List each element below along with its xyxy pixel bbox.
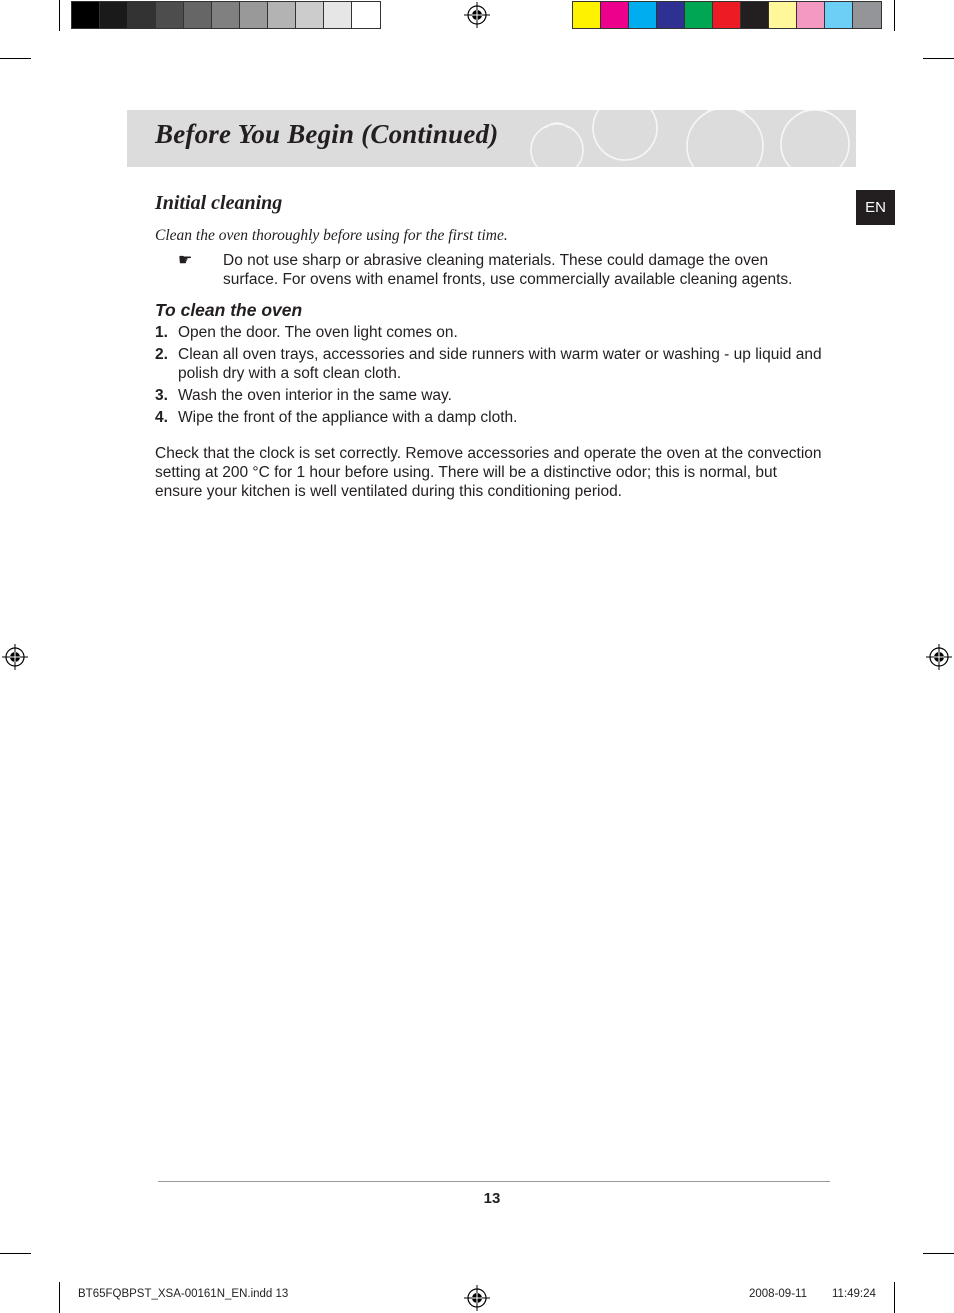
step-number: 3. [155, 387, 168, 404]
color-swatch [629, 2, 657, 28]
section-heading: Initial cleaning [155, 192, 283, 214]
step-text: Wipe the front of the appliance with a damp cloth. [178, 409, 518, 426]
process-color-bar [572, 1, 882, 29]
step-number: 4. [155, 409, 168, 426]
color-swatch [100, 2, 128, 28]
registration-mark-icon [464, 2, 490, 28]
crop-mark [0, 1253, 31, 1254]
slug-date: 2008-09-11 [749, 1288, 807, 1300]
list-item [155, 386, 825, 405]
color-swatch [825, 2, 853, 28]
crop-mark [0, 58, 31, 59]
step-number: 2. [155, 346, 168, 363]
color-swatch [769, 2, 797, 28]
grayscale-color-bar [71, 1, 381, 29]
list-item [155, 323, 825, 342]
procedure-heading: To clean the oven [155, 300, 303, 320]
step-text: Open the door. The oven light comes on. [178, 324, 458, 341]
closing-paragraph: Check that the clock is set correctly. Remove accessories and operate the oven at the convection setting at 200 °C for 1 hour before using. There will be a distinctive odor; this is normal, but ensure your kitchen is well ventilated during this conditioning period. [155, 445, 822, 500]
step-text: Wash the oven interior in the same way. [178, 387, 452, 404]
header-band [127, 110, 856, 167]
crop-mark [923, 58, 954, 59]
color-swatch [713, 2, 741, 28]
crop-mark [59, 1282, 60, 1313]
color-swatch [601, 2, 629, 28]
page-title: Before You Begin (Continued) [155, 119, 499, 149]
list-item [155, 345, 825, 383]
color-swatch [352, 2, 380, 28]
step-number: 1. [155, 324, 168, 341]
note-text: Do not use sharp or abrasive cleaning materials. These could damage the oven surface. For ovens with enamel fronts, use commercially available cleaning agents. [223, 252, 793, 288]
color-swatch [128, 2, 156, 28]
color-swatch [853, 2, 881, 28]
color-swatch [296, 2, 324, 28]
color-swatch [573, 2, 601, 28]
page-number: 13 [483, 1190, 501, 1207]
registration-mark-icon [464, 1285, 490, 1311]
color-swatch [741, 2, 769, 28]
registration-mark-icon [926, 644, 952, 670]
color-swatch [184, 2, 212, 28]
color-swatch [156, 2, 184, 28]
pointing-hand-icon: ☛ [178, 252, 193, 269]
color-swatch [72, 2, 100, 28]
color-swatch [324, 2, 352, 28]
slug-file-name: BT65FQBPST_XSA-00161N_EN.indd 13 [78, 1288, 289, 1300]
color-swatch [268, 2, 296, 28]
crop-mark [894, 1282, 895, 1313]
crop-mark [59, 0, 60, 31]
crop-mark [894, 0, 895, 31]
color-swatch [685, 2, 713, 28]
intro-text: Clean the oven thoroughly before using for the first time. [155, 227, 508, 244]
color-swatch [657, 2, 685, 28]
footer-divider [158, 1181, 830, 1182]
crop-mark [923, 1253, 954, 1254]
list-item [155, 408, 825, 427]
color-swatch [212, 2, 240, 28]
slug-time: 11:49:24 [832, 1288, 876, 1300]
color-swatch [240, 2, 268, 28]
registration-mark-icon [2, 644, 28, 670]
language-tab: EN [856, 190, 895, 225]
color-swatch [797, 2, 825, 28]
step-text: Clean all oven trays, accessories and side runners with warm water or washing - up liquid and polish dry with a soft clean cloth. [178, 346, 822, 382]
